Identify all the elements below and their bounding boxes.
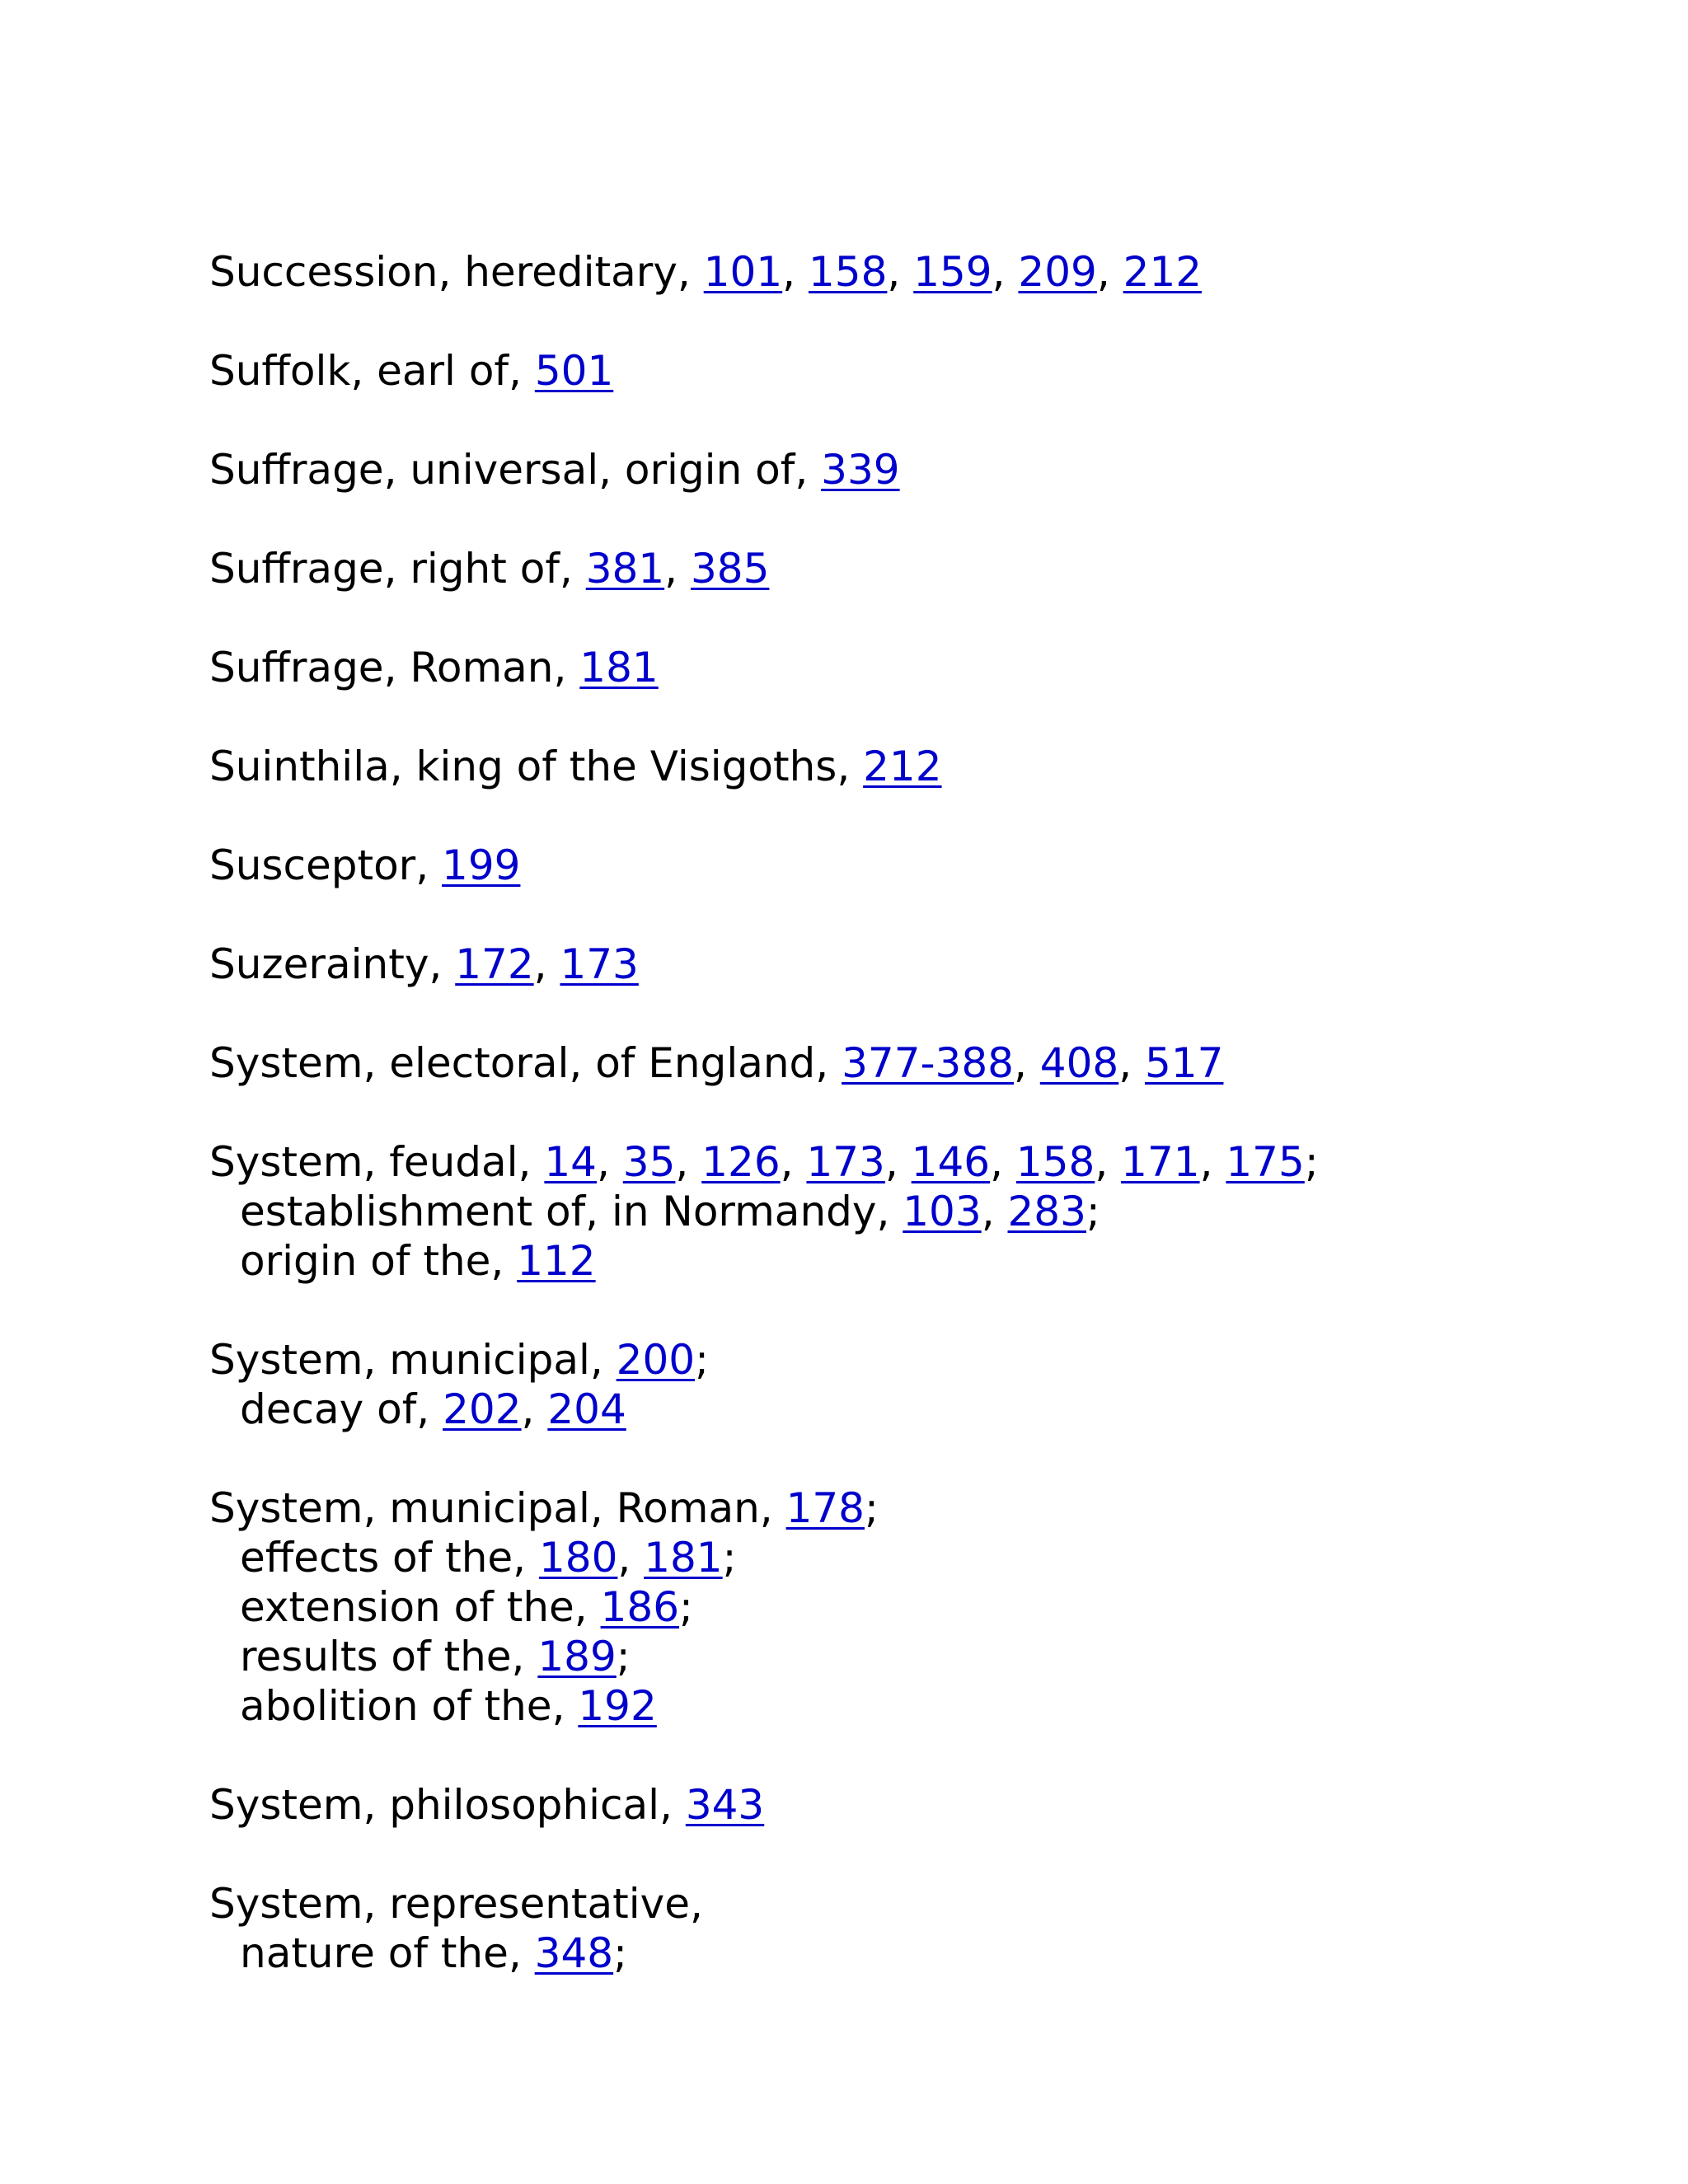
page-separator: , bbox=[533, 940, 560, 988]
index-entry bbox=[209, 247, 1611, 297]
index-subentry bbox=[209, 1385, 1611, 1434]
page-separator: , bbox=[884, 1138, 912, 1186]
page-link[interactable]: 126 bbox=[701, 1138, 781, 1186]
index-subentry bbox=[209, 1236, 1611, 1286]
line-terminator: ; bbox=[613, 1929, 627, 1977]
page-link[interactable]: 212 bbox=[1123, 248, 1203, 296]
page-separator: , bbox=[887, 248, 914, 296]
page-separator: , bbox=[1199, 1138, 1226, 1186]
page-link[interactable]: 408 bbox=[1039, 1039, 1119, 1087]
index-entry bbox=[209, 1038, 1611, 1088]
index-subentry bbox=[209, 1187, 1611, 1236]
page-link[interactable]: 199 bbox=[442, 841, 521, 889]
page-separator: , bbox=[1118, 1039, 1146, 1087]
index-entry bbox=[209, 1137, 1611, 1286]
page-link[interactable]: 192 bbox=[578, 1682, 657, 1730]
line-terminator: ; bbox=[1085, 1188, 1100, 1235]
page-separator: , bbox=[782, 248, 809, 296]
index-term: System, philosophical, bbox=[209, 1781, 686, 1829]
page-link[interactable]: 178 bbox=[785, 1484, 865, 1532]
page-link[interactable]: 348 bbox=[534, 1929, 614, 1977]
page-link[interactable]: 158 bbox=[1015, 1138, 1095, 1186]
index-list bbox=[209, 247, 1611, 2027]
index-heading bbox=[209, 346, 1611, 396]
index-term: Suinthila, king of the Visigoths, bbox=[209, 743, 864, 790]
index-term: System, feudal, bbox=[209, 1138, 545, 1186]
index-entry bbox=[209, 1483, 1611, 1731]
page-separator: , bbox=[992, 248, 1019, 296]
index-entry bbox=[209, 544, 1611, 593]
page-separator: , bbox=[1096, 248, 1123, 296]
line-terminator: ; bbox=[695, 1336, 709, 1384]
index-term: Succession, hereditary, bbox=[209, 248, 704, 296]
index-subentry bbox=[209, 1632, 1611, 1681]
index-subentry bbox=[209, 1533, 1611, 1582]
index-term: nature of the, bbox=[240, 1929, 535, 1977]
line-terminator: ; bbox=[865, 1484, 879, 1532]
page-link[interactable]: 343 bbox=[685, 1781, 765, 1829]
index-entry bbox=[209, 1780, 1611, 1830]
page-link[interactable]: 159 bbox=[913, 248, 992, 296]
index-heading bbox=[209, 445, 1611, 494]
page-separator: , bbox=[780, 1138, 807, 1186]
index-term: origin of the, bbox=[240, 1237, 518, 1285]
index-heading bbox=[209, 841, 1611, 890]
index-term: Suffrage, right of, bbox=[209, 545, 586, 593]
index-heading bbox=[209, 940, 1611, 989]
page-separator: , bbox=[617, 1534, 645, 1582]
page-link[interactable]: 112 bbox=[517, 1237, 596, 1285]
index-heading bbox=[209, 1038, 1611, 1088]
page-separator: , bbox=[990, 1138, 1016, 1186]
index-heading bbox=[209, 1879, 1611, 1929]
page-link[interactable]: 173 bbox=[560, 940, 639, 988]
page-link[interactable]: 209 bbox=[1018, 248, 1097, 296]
page-link[interactable]: 202 bbox=[443, 1385, 522, 1433]
page-link[interactable]: 200 bbox=[616, 1336, 696, 1384]
page-link[interactable]: 377-388 bbox=[842, 1039, 1014, 1087]
page-separator: , bbox=[521, 1385, 548, 1433]
index-term: Susceptor, bbox=[209, 841, 443, 889]
page-link[interactable]: 381 bbox=[585, 545, 665, 593]
page-link[interactable]: 180 bbox=[538, 1534, 618, 1582]
index-entry bbox=[209, 841, 1611, 890]
index-term: decay of, bbox=[240, 1385, 443, 1433]
page-separator: , bbox=[1014, 1039, 1040, 1087]
index-heading bbox=[209, 1137, 1611, 1187]
index-entry bbox=[209, 1879, 1611, 1978]
page-separator: , bbox=[596, 1138, 623, 1186]
page-separator: , bbox=[664, 545, 691, 593]
index-entry bbox=[209, 445, 1611, 494]
index-subentry bbox=[209, 1582, 1611, 1632]
page-link[interactable]: 283 bbox=[1007, 1188, 1086, 1235]
page-link[interactable]: 189 bbox=[537, 1633, 617, 1680]
line-terminator: ; bbox=[1304, 1138, 1319, 1186]
index-heading bbox=[209, 1780, 1611, 1830]
page-link[interactable]: 172 bbox=[455, 940, 534, 988]
page-link[interactable]: 171 bbox=[1121, 1138, 1200, 1186]
index-term: Suffrage, universal, origin of, bbox=[209, 446, 822, 494]
index-term: System, representative, bbox=[209, 1880, 703, 1928]
page-link[interactable]: 175 bbox=[1226, 1138, 1305, 1186]
index-term: Suffolk, earl of, bbox=[209, 347, 535, 395]
page-link[interactable]: 103 bbox=[903, 1188, 982, 1235]
index-entry bbox=[209, 1335, 1611, 1434]
page-link[interactable]: 385 bbox=[690, 545, 770, 593]
index-heading bbox=[209, 1335, 1611, 1385]
index-term: System, electoral, of England, bbox=[209, 1039, 842, 1087]
page-separator: , bbox=[675, 1138, 702, 1186]
index-term: System, municipal, bbox=[209, 1336, 617, 1384]
index-subentry bbox=[209, 1929, 1611, 1978]
page-link[interactable]: 212 bbox=[863, 743, 942, 790]
page-link[interactable]: 14 bbox=[544, 1138, 597, 1186]
index-term: System, municipal, Roman, bbox=[209, 1484, 786, 1532]
line-terminator: ; bbox=[616, 1633, 631, 1680]
index-subentry bbox=[209, 1681, 1611, 1731]
page-link[interactable]: 181 bbox=[579, 644, 659, 691]
index-term: abolition of the, bbox=[240, 1682, 579, 1730]
page-link[interactable]: 101 bbox=[703, 248, 783, 296]
page-link[interactable]: 173 bbox=[806, 1138, 885, 1186]
index-heading bbox=[209, 643, 1611, 692]
index-term: effects of the, bbox=[240, 1534, 539, 1582]
page-link[interactable]: 517 bbox=[1145, 1039, 1224, 1087]
index-entry bbox=[209, 346, 1611, 396]
index-term: Suffrage, Roman, bbox=[209, 644, 580, 691]
page-link[interactable]: 181 bbox=[644, 1534, 723, 1582]
index-entry bbox=[209, 643, 1611, 692]
index-entry bbox=[209, 742, 1611, 791]
index-heading bbox=[209, 247, 1611, 297]
line-terminator: ; bbox=[722, 1534, 737, 1582]
page-link[interactable]: 158 bbox=[808, 248, 888, 296]
index-heading bbox=[209, 1483, 1611, 1533]
index-heading bbox=[209, 544, 1611, 593]
line-terminator: ; bbox=[679, 1583, 693, 1631]
page-separator: , bbox=[1095, 1138, 1122, 1186]
page-link[interactable]: 186 bbox=[600, 1583, 680, 1631]
index-term: extension of the, bbox=[240, 1583, 601, 1631]
index-entry bbox=[209, 940, 1611, 989]
index-term: results of the, bbox=[240, 1633, 538, 1680]
page-link[interactable]: 35 bbox=[622, 1138, 676, 1186]
index-term: establishment of, in Normandy, bbox=[240, 1188, 903, 1235]
page-link[interactable]: 204 bbox=[547, 1385, 626, 1433]
page-link[interactable]: 501 bbox=[534, 347, 614, 395]
page-link[interactable]: 339 bbox=[821, 446, 900, 494]
page-link[interactable]: 146 bbox=[911, 1138, 991, 1186]
index-heading bbox=[209, 742, 1611, 791]
page-separator: , bbox=[981, 1188, 1008, 1235]
index-term: Suzerainty, bbox=[209, 940, 456, 988]
